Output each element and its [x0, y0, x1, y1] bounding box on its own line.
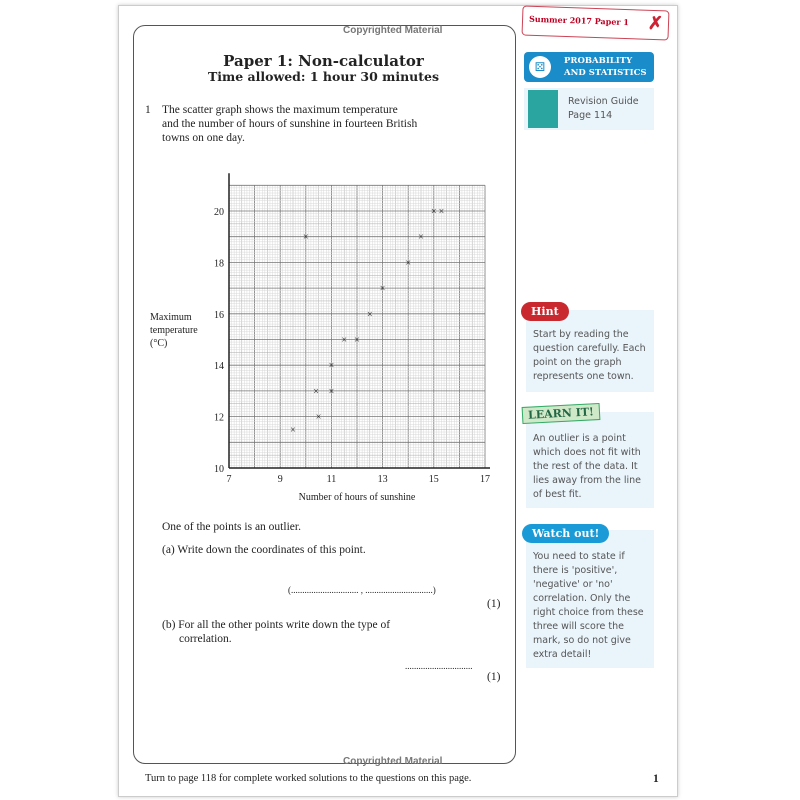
page-title: Paper 1: Non-calculator [223, 52, 424, 70]
time-allowed: Time allowed: 1 hour 30 minutes [207, 69, 440, 84]
data-point: × [438, 206, 445, 218]
hint-line: represents one town. [533, 371, 634, 382]
part-a-marks: (1) [487, 598, 501, 610]
x-tick-label: 11 [326, 474, 337, 485]
topic-banner [524, 52, 654, 82]
y-axis-label: (°C) [150, 338, 168, 349]
exam-stamp-text: Summer 2017 Paper 1 [528, 13, 630, 28]
watch-line: three will score the [533, 621, 624, 632]
part-b [162, 618, 390, 646]
watch-line: there is 'positive', [533, 565, 618, 576]
learn-line: which does not fit with [533, 447, 641, 458]
y-tick-label: 20 [214, 207, 224, 218]
data-point: × [313, 386, 319, 398]
hint-badge: Hint [521, 302, 569, 321]
calculator-crossed-icon: ✗ [647, 12, 664, 35]
watch-out-box [526, 530, 654, 668]
data-point: × [418, 232, 424, 244]
part-a-answer-line[interactable]: (.............................. , ..............................) [288, 585, 436, 595]
y-tick-label: 10 [214, 464, 224, 475]
data-point: × [302, 232, 309, 244]
part-b-line: correlation. [179, 633, 232, 645]
data-point: × [341, 335, 348, 346]
question-line: towns on one day. [162, 132, 245, 144]
probability-icon: ⚄ [529, 56, 551, 78]
part-b-answer-line[interactable]: .............................. [405, 661, 473, 671]
outlier-intro: One of the points is an outlier. [162, 521, 301, 533]
data-point: × [430, 206, 437, 218]
x-tick-label: 15 [428, 474, 439, 485]
footer-text: Turn to page 118 for complete worked solutions to the questions on this page. [145, 773, 472, 784]
data-point: × [366, 309, 373, 321]
watch-line: mark, so do not give [533, 635, 631, 646]
copyright-top: Copyrighted Material [343, 25, 443, 36]
data-point: × [328, 360, 335, 372]
data-point: × [379, 283, 386, 295]
x-tick-label: 9 [277, 474, 283, 485]
part-b-line: (b) For all the other points write down the type of [162, 619, 391, 631]
learn-it-badge: LEARN IT! [522, 403, 601, 424]
hint-line: point on the graph [533, 357, 622, 368]
question-line: The scatter graph shows the maximum temperature [162, 104, 398, 116]
hint-line: Start by reading the [533, 329, 629, 340]
copyright-bottom: Copyrighted Material [343, 756, 443, 767]
revision-guide-cover-icon [528, 90, 558, 128]
revision-line: Revision Guide [568, 96, 639, 107]
watch-out-badge: Watch out! [522, 524, 609, 543]
part-b-marks: (1) [487, 671, 501, 683]
data-point: × [290, 424, 296, 436]
y-axis-label: Maximum [150, 312, 192, 323]
x-tick-label: 17 [480, 474, 490, 485]
data-point: × [315, 412, 322, 424]
y-tick-label: 16 [214, 309, 224, 321]
revision-line: Page 114 [568, 110, 613, 121]
x-axis-label: Number of hours of sunshine [298, 492, 416, 503]
data-point: × [328, 386, 335, 398]
watch-line: 'negative' or 'no' [533, 579, 613, 590]
hint-box [526, 310, 654, 392]
watch-line: correlation. Only the [533, 593, 631, 604]
y-tick-label: 12 [214, 412, 224, 424]
learn-line: the rest of the data. It [533, 461, 638, 472]
data-point: × [354, 335, 360, 346]
learn-line: An outlier is a point [533, 433, 626, 444]
revision-guide-ref[interactable] [524, 88, 654, 130]
watch-line: extra detail! [533, 649, 592, 660]
y-axis-label: temperature [150, 325, 198, 336]
hint-line: question carefully. Each [533, 343, 646, 354]
y-tick-label: 14 [214, 361, 224, 373]
learn-line: of best fit. [533, 489, 582, 500]
question-number: 1 [145, 104, 151, 116]
learn-line: lies away from the line [533, 475, 642, 486]
watch-line: right choice from these [533, 607, 644, 618]
part-a: (a) Write down the coordinates of this point. [162, 544, 366, 556]
data-point: × [405, 257, 412, 269]
page-number: 1 [653, 773, 659, 785]
question-line: and the number of hours of sunshine in fourteen British [162, 118, 418, 130]
y-tick-label: 18 [214, 258, 224, 270]
x-tick-label: 7 [226, 474, 232, 485]
topic-line: AND STATISTICS [564, 68, 647, 78]
topic-line: PROBABILITY [564, 56, 633, 66]
watch-line: You need to state if [533, 551, 625, 562]
x-tick-label: 13 [377, 474, 388, 485]
learn-it-box [526, 412, 654, 508]
